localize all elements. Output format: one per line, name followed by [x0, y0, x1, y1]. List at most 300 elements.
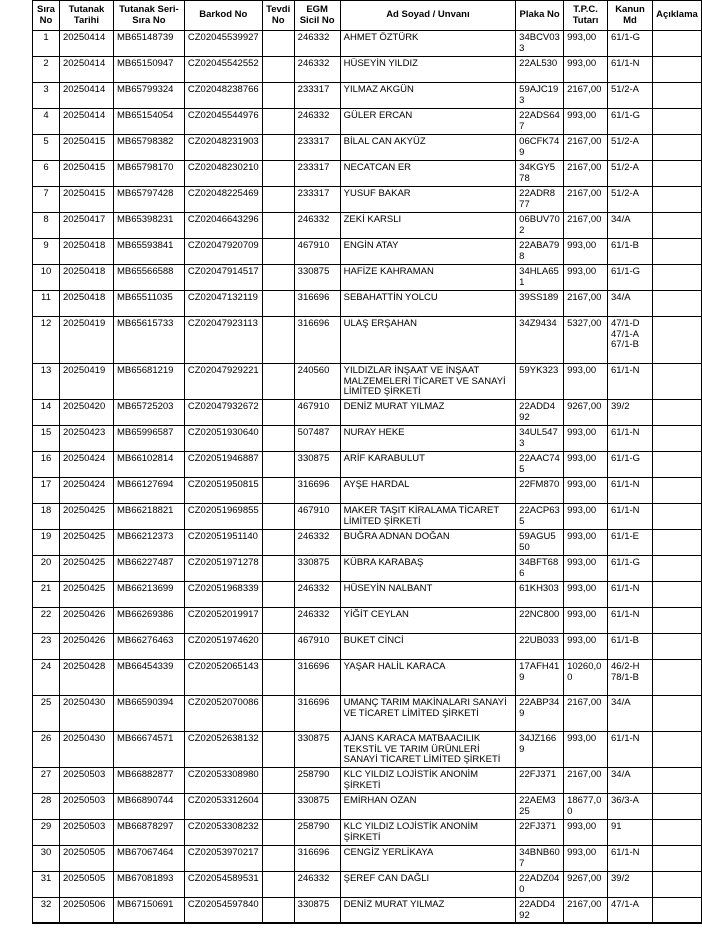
cell-ad-soyad: ZEKİ KARSLI — [340, 213, 516, 239]
cell-tevdi-no — [262, 213, 294, 239]
cell-aciklama — [652, 187, 701, 213]
cell-aciklama — [652, 83, 701, 109]
cell-plaka-no: 22ABP349 — [516, 696, 564, 732]
cell-tevdi-no — [262, 83, 294, 109]
records-table — [32, 0, 702, 924]
cell-seri-no: MB67067464 — [113, 846, 184, 872]
cell-kanun-md: 51/2-A — [608, 83, 653, 109]
cell-tutanak-tarihi: 20250425 — [59, 556, 113, 582]
table-row — [33, 31, 702, 57]
table-row — [33, 213, 702, 239]
cell-barkod-no: CZ02045544976 — [184, 109, 262, 135]
cell-sira-no: 18 — [33, 504, 60, 530]
cell-plaka-no: 17AFH419 — [516, 660, 564, 696]
cell-kanun-md: 39/2 — [608, 872, 653, 898]
cell-seri-no: MB65799324 — [113, 83, 184, 109]
cell-tpc-tutari: 993,00 — [564, 846, 608, 872]
cell-sira-no: 28 — [33, 794, 60, 820]
cell-barkod-no: CZ02054589531 — [184, 872, 262, 898]
header-row — [33, 1, 702, 31]
cell-tpc-tutari: 993,00 — [564, 57, 608, 83]
cell-tpc-tutari: 993,00 — [564, 426, 608, 452]
cell-aciklama — [652, 239, 701, 265]
cell-tpc-tutari: 993,00 — [564, 478, 608, 504]
table-row — [33, 846, 702, 872]
cell-tevdi-no — [262, 291, 294, 317]
cell-ad-soyad: MAKER TAŞIT KİRALAMA TİCARET LİMİTED ŞİRKETİ — [340, 504, 516, 530]
cell-tevdi-no — [262, 794, 294, 820]
table-row — [33, 364, 702, 400]
cell-egm-sicil-no: 233317 — [294, 83, 340, 109]
cell-plaka-no: 22UB033 — [516, 634, 564, 660]
cell-egm-sicil-no: 330875 — [294, 732, 340, 768]
cell-seri-no: MB66227487 — [113, 556, 184, 582]
cell-plaka-no: 06BUV702 — [516, 213, 564, 239]
cell-ad-soyad: SEBAHATTİN YOLCU — [340, 291, 516, 317]
cell-tutanak-tarihi: 20250414 — [59, 109, 113, 135]
cell-tpc-tutari: 2167,00 — [564, 696, 608, 732]
cell-kanun-md: 61/1-B — [608, 239, 653, 265]
cell-egm-sicil-no: 258790 — [294, 820, 340, 846]
table-row — [33, 504, 702, 530]
cell-seri-no: MB65798170 — [113, 161, 184, 187]
cell-aciklama — [652, 846, 701, 872]
cell-aciklama — [652, 634, 701, 660]
cell-tutanak-tarihi: 20250425 — [59, 504, 113, 530]
cell-tpc-tutari: 993,00 — [564, 634, 608, 660]
cell-ad-soyad: AYŞE HARDAL — [340, 478, 516, 504]
cell-plaka-no: 34KGY578 — [516, 161, 564, 187]
cell-tevdi-no — [262, 364, 294, 400]
cell-tutanak-tarihi: 20250505 — [59, 846, 113, 872]
table-row — [33, 291, 702, 317]
cell-kanun-md: 51/2-A — [608, 135, 653, 161]
cell-sira-no: 22 — [33, 608, 60, 634]
cell-sira-no: 23 — [33, 634, 60, 660]
header-tevdi-no: Tevdi No — [262, 1, 294, 31]
cell-egm-sicil-no: 246332 — [294, 608, 340, 634]
cell-seri-no: MB66276463 — [113, 634, 184, 660]
cell-seri-no: MB67150691 — [113, 898, 184, 924]
cell-tutanak-tarihi: 20250424 — [59, 452, 113, 478]
cell-seri-no: MB65996587 — [113, 426, 184, 452]
cell-egm-sicil-no: 246332 — [294, 582, 340, 608]
cell-kanun-md: 61/1-N — [608, 364, 653, 400]
cell-barkod-no: CZ02047920709 — [184, 239, 262, 265]
cell-plaka-no: 06CFK749 — [516, 135, 564, 161]
cell-aciklama — [652, 161, 701, 187]
cell-kanun-md: 61/1-N — [608, 504, 653, 530]
cell-kanun-md: 46/2-H 78/1-B — [608, 660, 653, 696]
cell-sira-no: 19 — [33, 530, 60, 556]
cell-kanun-md: 34/A — [608, 213, 653, 239]
cell-ad-soyad: NURAY HEKE — [340, 426, 516, 452]
cell-tpc-tutari: 10260,00 — [564, 660, 608, 696]
cell-barkod-no: CZ02052065143 — [184, 660, 262, 696]
cell-sira-no: 8 — [33, 213, 60, 239]
cell-plaka-no: 34BNB607 — [516, 846, 564, 872]
cell-ad-soyad: HÜSEYİN NALBANT — [340, 582, 516, 608]
cell-plaka-no: 39SS189 — [516, 291, 564, 317]
cell-tevdi-no — [262, 898, 294, 924]
header-tutanak-tarihi: Tutanak Tarihi — [59, 1, 113, 31]
cell-barkod-no: CZ02054597840 — [184, 898, 262, 924]
cell-sira-no: 7 — [33, 187, 60, 213]
cell-egm-sicil-no: 258790 — [294, 768, 340, 794]
cell-tpc-tutari: 2167,00 — [564, 135, 608, 161]
cell-seri-no: MB66454339 — [113, 660, 184, 696]
cell-tpc-tutari: 993,00 — [564, 608, 608, 634]
cell-aciklama — [652, 57, 701, 83]
cell-egm-sicil-no: 316696 — [294, 317, 340, 364]
cell-ad-soyad: HÜSEYİN YILDIZ — [340, 57, 516, 83]
cell-seri-no: MB66269386 — [113, 608, 184, 634]
cell-egm-sicil-no: 330875 — [294, 556, 340, 582]
table-row — [33, 608, 702, 634]
cell-tutanak-tarihi: 20250503 — [59, 768, 113, 794]
cell-sira-no: 24 — [33, 660, 60, 696]
cell-tutanak-tarihi: 20250420 — [59, 400, 113, 426]
cell-barkod-no: CZ02052638132 — [184, 732, 262, 768]
cell-barkod-no: CZ02051969855 — [184, 504, 262, 530]
cell-plaka-no: 22ABA798 — [516, 239, 564, 265]
cell-plaka-no: 22FJ371 — [516, 768, 564, 794]
cell-tutanak-tarihi: 20250430 — [59, 696, 113, 732]
cell-plaka-no: 22AAC745 — [516, 452, 564, 478]
cell-plaka-no: 22FJ371 — [516, 820, 564, 846]
cell-tevdi-no — [262, 556, 294, 582]
cell-tevdi-no — [262, 317, 294, 364]
cell-barkod-no: CZ02051974620 — [184, 634, 262, 660]
cell-ad-soyad: YILDIZLAR İNŞAAT VE İNŞAAT MALZEMELERİ TİCARET VE SANAYİ LİMİTED ŞİRKETİ — [340, 364, 516, 400]
cell-tpc-tutari: 993,00 — [564, 239, 608, 265]
cell-kanun-md: 61/1-N — [608, 608, 653, 634]
cell-plaka-no: 22FM870 — [516, 478, 564, 504]
cell-egm-sicil-no: 467910 — [294, 400, 340, 426]
cell-tutanak-tarihi: 20250430 — [59, 732, 113, 768]
cell-sira-no: 21 — [33, 582, 60, 608]
table-row — [33, 452, 702, 478]
cell-tpc-tutari: 2167,00 — [564, 213, 608, 239]
table-row — [33, 426, 702, 452]
cell-plaka-no: 34Z9434 — [516, 317, 564, 364]
cell-aciklama — [652, 794, 701, 820]
cell-plaka-no: 22AL530 — [516, 57, 564, 83]
cell-seri-no: MB66674571 — [113, 732, 184, 768]
cell-tevdi-no — [262, 872, 294, 898]
cell-kanun-md: 61/1-N — [608, 732, 653, 768]
cell-plaka-no: 22ADS647 — [516, 109, 564, 135]
table-row — [33, 400, 702, 426]
cell-sira-no: 27 — [33, 768, 60, 794]
cell-tevdi-no — [262, 239, 294, 265]
cell-plaka-no: 22ADR877 — [516, 187, 564, 213]
cell-seri-no: MB66102814 — [113, 452, 184, 478]
cell-tpc-tutari: 993,00 — [564, 530, 608, 556]
cell-tevdi-no — [262, 265, 294, 291]
cell-ad-soyad: ARİF KARABULUT — [340, 452, 516, 478]
cell-sira-no: 11 — [33, 291, 60, 317]
header-plaka-no: Plaka No — [516, 1, 564, 31]
cell-plaka-no: 34UL5473 — [516, 426, 564, 452]
cell-barkod-no: CZ02048238766 — [184, 83, 262, 109]
table-row — [33, 265, 702, 291]
cell-ad-soyad: YUSUF BAKAR — [340, 187, 516, 213]
cell-tevdi-no — [262, 31, 294, 57]
cell-egm-sicil-no: 246332 — [294, 872, 340, 898]
cell-sira-no: 9 — [33, 239, 60, 265]
cell-tpc-tutari: 18677,00 — [564, 794, 608, 820]
cell-sira-no: 12 — [33, 317, 60, 364]
cell-aciklama — [652, 317, 701, 364]
cell-sira-no: 25 — [33, 696, 60, 732]
cell-plaka-no: 59AGU550 — [516, 530, 564, 556]
cell-egm-sicil-no: 233317 — [294, 135, 340, 161]
table-row — [33, 582, 702, 608]
cell-seri-no: MB65398231 — [113, 213, 184, 239]
cell-tevdi-no — [262, 161, 294, 187]
cell-seri-no: MB65797428 — [113, 187, 184, 213]
cell-tevdi-no — [262, 109, 294, 135]
cell-plaka-no: 22ACP635 — [516, 504, 564, 530]
cell-egm-sicil-no: 246332 — [294, 213, 340, 239]
cell-barkod-no: CZ02053308980 — [184, 768, 262, 794]
cell-tutanak-tarihi: 20250425 — [59, 530, 113, 556]
table-row — [33, 732, 702, 768]
cell-ad-soyad: KÜBRA KARABAŞ — [340, 556, 516, 582]
cell-tevdi-no — [262, 696, 294, 732]
cell-tpc-tutari: 993,00 — [564, 452, 608, 478]
header-tutanak-seri-no: Tutanak Seri-Sıra No — [113, 1, 184, 31]
cell-seri-no: MB66127694 — [113, 478, 184, 504]
cell-egm-sicil-no: 316696 — [294, 696, 340, 732]
cell-kanun-md: 61/1-N — [608, 478, 653, 504]
cell-seri-no: MB65725203 — [113, 400, 184, 426]
cell-barkod-no: CZ02045539927 — [184, 31, 262, 57]
cell-aciklama — [652, 478, 701, 504]
cell-kanun-md: 61/1-E — [608, 530, 653, 556]
table-row — [33, 187, 702, 213]
cell-aciklama — [652, 608, 701, 634]
cell-egm-sicil-no: 467910 — [294, 239, 340, 265]
cell-barkod-no: CZ02052019917 — [184, 608, 262, 634]
cell-tutanak-tarihi: 20250503 — [59, 820, 113, 846]
cell-tpc-tutari: 2167,00 — [564, 898, 608, 924]
cell-tevdi-no — [262, 400, 294, 426]
cell-barkod-no: CZ02047932672 — [184, 400, 262, 426]
cell-barkod-no: CZ02052070086 — [184, 696, 262, 732]
cell-tevdi-no — [262, 634, 294, 660]
cell-aciklama — [652, 364, 701, 400]
header-aciklama: Açıklama — [652, 1, 701, 31]
cell-barkod-no: CZ02048231903 — [184, 135, 262, 161]
cell-seri-no: MB65681219 — [113, 364, 184, 400]
cell-kanun-md: 61/1-N — [608, 846, 653, 872]
cell-tpc-tutari: 993,00 — [564, 364, 608, 400]
cell-ad-soyad: BUĞRA ADNAN DOĞAN — [340, 530, 516, 556]
cell-barkod-no: CZ02053312604 — [184, 794, 262, 820]
table-row — [33, 820, 702, 846]
cell-tevdi-no — [262, 135, 294, 161]
cell-egm-sicil-no: 467910 — [294, 634, 340, 660]
cell-tpc-tutari: 2167,00 — [564, 291, 608, 317]
cell-seri-no: MB66878297 — [113, 820, 184, 846]
cell-tutanak-tarihi: 20250426 — [59, 634, 113, 660]
cell-tevdi-no — [262, 478, 294, 504]
cell-tutanak-tarihi: 20250503 — [59, 794, 113, 820]
cell-tutanak-tarihi: 20250425 — [59, 582, 113, 608]
table-row — [33, 530, 702, 556]
cell-egm-sicil-no: 507487 — [294, 426, 340, 452]
cell-ad-soyad: BİLAL CAN AKYÜZ — [340, 135, 516, 161]
cell-sira-no: 20 — [33, 556, 60, 582]
cell-tpc-tutari: 2167,00 — [564, 161, 608, 187]
cell-tevdi-no — [262, 660, 294, 696]
cell-barkod-no: CZ02045542552 — [184, 57, 262, 83]
cell-ad-soyad: ENGİN ATAY — [340, 239, 516, 265]
cell-sira-no: 2 — [33, 57, 60, 83]
cell-seri-no: MB65798382 — [113, 135, 184, 161]
cell-plaka-no: 22ADZ040 — [516, 872, 564, 898]
cell-barkod-no: CZ02051946887 — [184, 452, 262, 478]
cell-plaka-no: 22NC800 — [516, 608, 564, 634]
cell-egm-sicil-no: 330875 — [294, 452, 340, 478]
cell-egm-sicil-no: 246332 — [294, 109, 340, 135]
cell-tutanak-tarihi: 20250418 — [59, 291, 113, 317]
cell-ad-soyad: KLC YILDIZ LOJİSTİK ANONİM ŞİRKETİ — [340, 768, 516, 794]
cell-ad-soyad: NECATCAN ER — [340, 161, 516, 187]
cell-tevdi-no — [262, 608, 294, 634]
cell-tpc-tutari: 993,00 — [564, 732, 608, 768]
cell-sira-no: 15 — [33, 426, 60, 452]
cell-seri-no: MB66882877 — [113, 768, 184, 794]
cell-tpc-tutari: 993,00 — [564, 820, 608, 846]
cell-plaka-no: 34BFT686 — [516, 556, 564, 582]
cell-plaka-no: 61KH303 — [516, 582, 564, 608]
cell-kanun-md: 34/A — [608, 696, 653, 732]
cell-tpc-tutari: 993,00 — [564, 556, 608, 582]
cell-plaka-no: 34JZ1669 — [516, 732, 564, 768]
table-row — [33, 109, 702, 135]
cell-tevdi-no — [262, 504, 294, 530]
cell-ad-soyad: GÜLER ERCAN — [340, 109, 516, 135]
cell-tutanak-tarihi: 20250415 — [59, 187, 113, 213]
cell-aciklama — [652, 213, 701, 239]
cell-sira-no: 4 — [33, 109, 60, 135]
cell-kanun-md: 61/1-B — [608, 634, 653, 660]
cell-seri-no: MB66218821 — [113, 504, 184, 530]
cell-kanun-md: 34/A — [608, 768, 653, 794]
cell-aciklama — [652, 135, 701, 161]
cell-aciklama — [652, 768, 701, 794]
cell-barkod-no: CZ02051951140 — [184, 530, 262, 556]
cell-sira-no: 17 — [33, 478, 60, 504]
cell-seri-no: MB66212373 — [113, 530, 184, 556]
cell-tevdi-no — [262, 452, 294, 478]
cell-aciklama — [652, 400, 701, 426]
table-row — [33, 660, 702, 696]
cell-seri-no: MB65150947 — [113, 57, 184, 83]
cell-aciklama — [652, 872, 701, 898]
bottom-rule — [32, 922, 702, 923]
cell-plaka-no: 22ADD492 — [516, 400, 564, 426]
table-row — [33, 57, 702, 83]
cell-tpc-tutari: 2167,00 — [564, 187, 608, 213]
cell-kanun-md: 61/1-N — [608, 57, 653, 83]
cell-seri-no: MB65148739 — [113, 31, 184, 57]
cell-ad-soyad: DENİZ MURAT YILMAZ — [340, 898, 516, 924]
cell-tpc-tutari: 2167,00 — [564, 83, 608, 109]
cell-ad-soyad: YILMAZ AKGÜN — [340, 83, 516, 109]
header-barkod-no: Barkod No — [184, 1, 262, 31]
cell-tevdi-no — [262, 846, 294, 872]
cell-ad-soyad: CENGİZ YERLİKAYA — [340, 846, 516, 872]
cell-ad-soyad: ULAŞ ERŞAHAN — [340, 317, 516, 364]
header-tpc-tutari: T.P.C. Tutarı — [564, 1, 608, 31]
cell-seri-no: MB65593841 — [113, 239, 184, 265]
cell-tutanak-tarihi: 20250423 — [59, 426, 113, 452]
cell-tpc-tutari: 2167,00 — [564, 768, 608, 794]
cell-tutanak-tarihi: 20250428 — [59, 660, 113, 696]
cell-tevdi-no — [262, 530, 294, 556]
cell-ad-soyad: UMANÇ TARIM MAKİNALARI SANAYİ VE TİCARET LİMİTED ŞİRKETİ — [340, 696, 516, 732]
cell-tutanak-tarihi: 20250417 — [59, 213, 113, 239]
cell-kanun-md: 47/1-A — [608, 898, 653, 924]
cell-barkod-no: CZ02047914517 — [184, 265, 262, 291]
table-row — [33, 634, 702, 660]
cell-ad-soyad: AJANS KARACA MATBAACILIK TEKSTİL VE TARIM ÜRÜNLERİ SANAYİ TİCARET LİMİTED ŞİRKETİ — [340, 732, 516, 768]
cell-tpc-tutari: 993,00 — [564, 109, 608, 135]
cell-seri-no: MB66890744 — [113, 794, 184, 820]
cell-kanun-md: 47/1-D 47/1-A 67/1-B — [608, 317, 653, 364]
cell-sira-no: 14 — [33, 400, 60, 426]
table-row — [33, 239, 702, 265]
cell-barkod-no: CZ02048225469 — [184, 187, 262, 213]
cell-sira-no: 6 — [33, 161, 60, 187]
cell-tutanak-tarihi: 20250506 — [59, 898, 113, 924]
cell-tpc-tutari: 9267,00 — [564, 872, 608, 898]
cell-plaka-no: 22ADD492 — [516, 898, 564, 924]
cell-tutanak-tarihi: 20250418 — [59, 239, 113, 265]
cell-tpc-tutari: 993,00 — [564, 265, 608, 291]
cell-kanun-md: 61/1-N — [608, 426, 653, 452]
cell-egm-sicil-no: 330875 — [294, 898, 340, 924]
cell-egm-sicil-no: 316696 — [294, 660, 340, 696]
cell-ad-soyad: KLC YILDIZ LOJİSTİK ANONİM ŞİRKETİ — [340, 820, 516, 846]
cell-ad-soyad: EMİRHAN OZAN — [340, 794, 516, 820]
cell-barkod-no: CZ02047132119 — [184, 291, 262, 317]
cell-plaka-no: 34HLA651 — [516, 265, 564, 291]
cell-sira-no: 30 — [33, 846, 60, 872]
cell-seri-no: MB65154054 — [113, 109, 184, 135]
cell-kanun-md: 34/A — [608, 291, 653, 317]
cell-ad-soyad: HAFİZE KAHRAMAN — [340, 265, 516, 291]
cell-tevdi-no — [262, 768, 294, 794]
cell-kanun-md: 51/2-A — [608, 187, 653, 213]
cell-egm-sicil-no: 330875 — [294, 265, 340, 291]
cell-tpc-tutari: 993,00 — [564, 582, 608, 608]
cell-kanun-md: 61/1-G — [608, 452, 653, 478]
table-row — [33, 478, 702, 504]
cell-tpc-tutari: 5327,00 — [564, 317, 608, 364]
cell-barkod-no: CZ02051950815 — [184, 478, 262, 504]
cell-kanun-md: 61/1-G — [608, 109, 653, 135]
cell-kanun-md: 51/2-A — [608, 161, 653, 187]
cell-kanun-md: 61/1-G — [608, 31, 653, 57]
cell-aciklama — [652, 504, 701, 530]
table-row — [33, 135, 702, 161]
cell-egm-sicil-no: 316696 — [294, 478, 340, 504]
